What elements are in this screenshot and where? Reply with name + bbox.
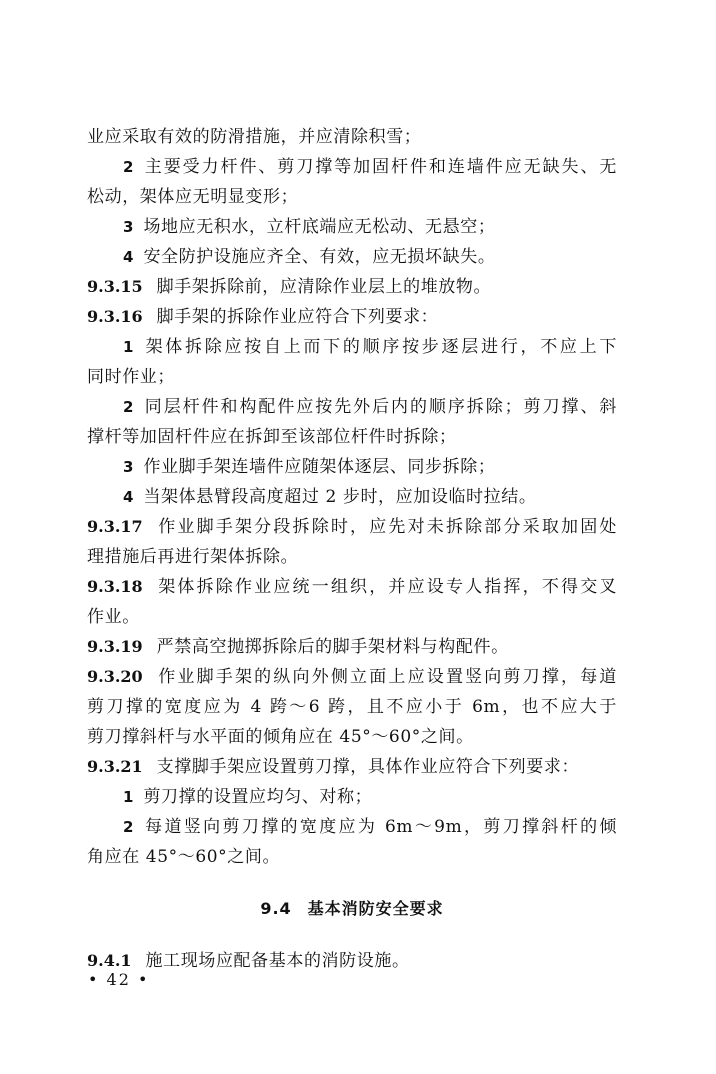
line-text: 主要受力杆件、剪刀撑等加固杆件和连墙件应无缺失、无 <box>143 157 617 177</box>
clause-number: 9.3.19 <box>87 637 143 656</box>
clause-line <box>87 632 617 662</box>
document-page <box>87 122 617 976</box>
line-text: 撑杆等加固杆件应在拆卸至该部位杆件时拆除； <box>87 427 457 447</box>
continuation-line <box>87 842 617 872</box>
line-text: 作业脚手架的纵向外侧立面上应设置竖向剪刀撑，每道 <box>156 667 617 687</box>
clause-line <box>87 572 617 602</box>
item-number: 4 <box>123 248 134 266</box>
continuation-line <box>87 362 617 392</box>
clause-number: 9.3.20 <box>87 667 143 686</box>
item-number: 3 <box>123 458 134 476</box>
line-text: 架体拆除作业应统一组织，并应设专人指挥，不得交叉 <box>156 577 617 597</box>
item-line <box>87 212 617 242</box>
item-number: 4 <box>123 488 134 506</box>
line-text: 脚手架拆除前，应清除作业层上的堆放物。 <box>156 277 492 297</box>
item-number: 3 <box>123 218 134 236</box>
continuation-line <box>87 602 617 632</box>
clause-number: 9.3.17 <box>87 517 143 536</box>
continuation-line <box>87 122 617 152</box>
line-text: 松动，架体应无明显变形； <box>87 187 299 207</box>
section-title: 基本消防安全要求 <box>307 899 444 918</box>
line-text: 脚手架的拆除作业应符合下列要求： <box>156 307 439 327</box>
line-text: 安全防护设施应齐全、有效，应无损坏缺失。 <box>143 247 496 267</box>
section-number: 9.4 <box>260 899 292 918</box>
clause-line <box>87 946 617 976</box>
page-number: • 42 • <box>88 970 150 989</box>
item-number: 2 <box>123 818 134 836</box>
continuation-line <box>87 422 617 452</box>
line-text: 同层杆件和构配件应按先外后内的顺序拆除；剪刀撑、斜 <box>143 397 617 417</box>
item-number: 2 <box>123 398 134 416</box>
item-line <box>87 392 617 422</box>
line-text: 当架体悬臂段高度超过 2 步时，应加设临时拉结。 <box>143 487 537 507</box>
line-text: 理措施后再进行架体拆除。 <box>87 547 299 567</box>
item-line <box>87 782 617 812</box>
clause-text: 施工现场应配备基本的消防设施。 <box>145 951 410 971</box>
line-text: 每道竖向剪刀撑的宽度应为 6m～9m，剪刀撑斜杆的倾 <box>143 817 617 837</box>
item-line <box>87 152 617 182</box>
line-text: 支撑脚手架应设置剪刀撑，具体作业应符合下列要求： <box>156 757 580 777</box>
clause-number: 9.3.16 <box>87 307 143 326</box>
line-text: 场地应无积水，立杆底端应无松动、无悬空； <box>143 217 496 237</box>
item-line <box>87 452 617 482</box>
line-text: 业应采取有效的防滑措施，并应清除积雪； <box>87 127 422 147</box>
line-text: 剪刀撑的设置应均匀、对称； <box>143 787 373 807</box>
item-number: 1 <box>123 338 134 356</box>
clause-text-block <box>87 122 617 872</box>
section-heading <box>87 894 617 924</box>
line-text: 作业。 <box>87 607 140 627</box>
clause-number: 9.3.15 <box>87 277 143 296</box>
continuation-line <box>87 542 617 572</box>
clause-line <box>87 662 617 692</box>
item-number: 2 <box>123 158 134 176</box>
continuation-line <box>87 182 617 212</box>
line-text: 剪刀撑斜杆与水平面的倾角应在 45°～60°之间。 <box>87 727 474 747</box>
clause-line <box>87 272 617 302</box>
item-number: 1 <box>123 788 134 806</box>
line-text: 作业脚手架连墙件应随架体逐层、同步拆除； <box>143 457 496 477</box>
line-text: 剪刀撑的宽度应为 4 跨～6 跨，且不应小于 6m，也不应大于 <box>87 697 617 717</box>
clause-number: 9.3.21 <box>87 757 143 776</box>
line-text: 同时作业； <box>87 367 175 387</box>
line-text: 作业脚手架分段拆除时，应先对未拆除部分采取加固处 <box>156 517 617 537</box>
item-line <box>87 242 617 272</box>
item-line <box>87 482 617 512</box>
clause-number: 9.3.18 <box>87 577 143 596</box>
clause-line <box>87 512 617 542</box>
line-text: 角应在 45°～60°之间。 <box>87 847 281 867</box>
item-line <box>87 332 617 362</box>
clause-number: 9.4.1 <box>87 951 132 970</box>
continuation-line <box>87 722 617 752</box>
clause-line <box>87 752 617 782</box>
continuation-line <box>87 692 617 722</box>
clause-line <box>87 302 617 332</box>
item-line <box>87 812 617 842</box>
line-text: 架体拆除应按自上而下的顺序按步逐层进行，不应上下 <box>143 337 617 357</box>
line-text: 严禁高空抛掷拆除后的脚手架材料与构配件。 <box>156 637 509 657</box>
